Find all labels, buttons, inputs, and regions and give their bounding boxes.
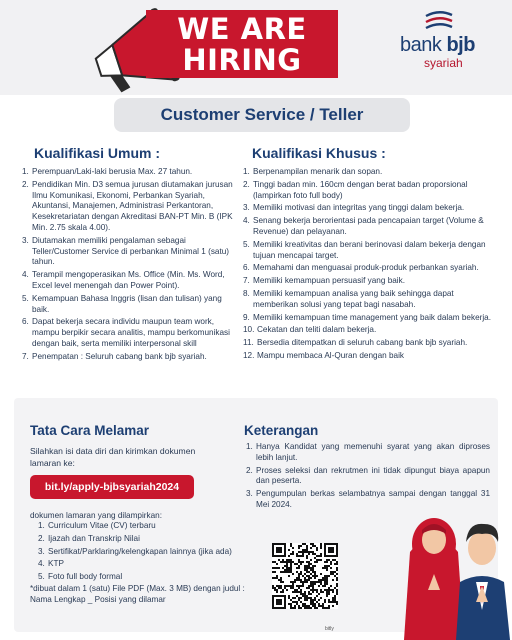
keterangan-item-text: Hanya Kandidat yang memenuhi syarat yang akan diproses lebih lanjut. <box>256 442 490 462</box>
khusus-item-text: Cekatan dan teliti dalam bekerja. <box>257 325 377 335</box>
khusus-item <box>243 203 493 214</box>
khusus-item-text: Memahami dan menguasai produk-produk perbankan syariah. <box>253 263 479 273</box>
khusus-item-number: 4. <box>243 216 250 226</box>
umum-item-text: Perempuan/Laki-laki berusia Max. 27 tahun. <box>32 167 193 176</box>
doc-item <box>38 559 248 570</box>
doc-item <box>38 534 248 545</box>
keterangan-title: Keterangan <box>244 423 319 438</box>
khusus-item-text: Tinggi badan min. 160cm dengan berat badan proporsional (lampirkan foto full body) <box>253 179 468 200</box>
khusus-item-number: 2. <box>243 179 250 189</box>
docs-list <box>38 521 248 585</box>
docs-intro: dokumen lamaran yang dilampirkan: <box>30 511 162 520</box>
umum-item-text: Penempatan : Seluruh cabang bank bjb syariah. <box>32 351 207 361</box>
logo-brand-bold: bjb <box>446 34 475 56</box>
umum-item-number: 3. <box>22 235 29 245</box>
khusus-item-text: Mampu membaca Al-Quran dengan baik <box>257 350 404 360</box>
doc-item <box>38 547 248 558</box>
umum-item-text: Dapat bekerja secara individu maupun team work, mampu berpikir secara analitis, mampu berkomunikasi dengan baik, serta memiliki interpersonal skill <box>32 317 230 348</box>
doc-item-text: Ijazah dan Transkrip Nilai <box>48 533 140 543</box>
position-title: Customer Service / Teller <box>114 98 410 132</box>
umum-item-number: 5. <box>22 293 29 303</box>
khusus-item-text: Memiliki kreativitas dan berani berinovasi dalam bekerja dengan tujuan mencapai target. <box>253 239 486 260</box>
khusus-item <box>243 351 493 362</box>
doc-item-text: Sertifikat/Parklaring/kelengkapan lainnya (jika ada) <box>48 546 232 556</box>
doc-item-number: 3. <box>38 546 45 556</box>
khusus-item-number: 5. <box>243 239 250 249</box>
doc-item-text: Foto full body formal <box>48 572 123 582</box>
khusus-item <box>243 325 493 336</box>
keterangan-item-number: 1. <box>246 442 253 451</box>
khusus-item <box>243 180 493 202</box>
staff-illustration <box>404 482 512 640</box>
khusus-item-number: 9. <box>243 312 250 322</box>
khusus-item <box>243 338 493 349</box>
logo-brand-regular: bank <box>400 34 447 56</box>
umum-item <box>22 294 240 316</box>
keterangan-item-number: 3. <box>246 489 253 499</box>
hiring-line-1: WE ARE <box>177 12 307 46</box>
umum-item-text: Terampil mengoperasikan Ms. Office (Min. Ms. Word, Excel level menengah dan Power Point). <box>32 270 225 290</box>
umum-item <box>22 270 240 292</box>
bank-logo <box>400 10 500 70</box>
doc-item <box>38 572 248 583</box>
khusus-item-text: Memiliki kemampuan persuasif yang baik. <box>253 276 405 286</box>
docs-note: *dibuat dalam 1 (satu) File PDF (Max. 3 MB) dengan judul : Nama Lengkap _ Posisi yang dilamar <box>30 584 245 604</box>
khusus-item-number: 10. <box>243 325 255 335</box>
umum-item-number: 7. <box>22 351 29 361</box>
logo-brand <box>400 34 475 57</box>
doc-item <box>38 521 248 532</box>
tata-title: Tata Cara Melamar <box>30 423 150 438</box>
doc-item-text: KTP <box>48 559 64 569</box>
khusus-title: Kualifikasi Khusus : <box>252 145 386 161</box>
khusus-item <box>243 167 493 178</box>
qr-code[interactable] <box>272 543 338 609</box>
khusus-item-number: 12. <box>243 350 255 360</box>
doc-item-number: 1. <box>38 521 45 530</box>
khusus-item <box>243 276 493 287</box>
umum-item-number: 2. <box>22 179 29 189</box>
khusus-item-number: 6. <box>243 263 250 273</box>
umum-item-text: Kemampuan Bahasa Inggris (lisan dan tulisan) yang baik. <box>32 293 222 314</box>
umum-item <box>22 352 240 363</box>
khusus-item-text: Senang bekerja berorientasi pada pencapaian target (Volume & Revenue) dan pelayanan. <box>253 216 484 236</box>
umum-item-number: 1. <box>22 167 29 176</box>
keterangan-item <box>246 442 490 464</box>
khusus-item <box>243 240 493 262</box>
logo-sub: syariah <box>424 56 463 70</box>
khusus-item-number: 3. <box>243 203 250 213</box>
tata-intro: Silahkan isi data diri dan kirimkan dokumen lamaran ke: <box>30 446 196 468</box>
qr-label: bitly <box>325 626 334 632</box>
umum-list <box>22 167 240 365</box>
umum-item-number: 6. <box>22 317 29 327</box>
khusus-item-text: Memiliki kemampuan analisa yang baik sehingga dapat memberikan solusi yang tepat bagi nasabah. <box>253 288 454 309</box>
khusus-item-text: Bersedia ditempatkan di seluruh cabang bank bjb syariah. <box>257 338 468 348</box>
umum-item-text: Diutamakan memiliki pengalaman sebagai Teller/Customer Service di perbankan Minimal 1 (satu) tahun. <box>32 235 230 267</box>
khusus-item <box>243 289 493 311</box>
khusus-item-text: Berpenampilan menarik dan sopan. <box>253 167 383 176</box>
doc-item-number: 5. <box>38 572 45 582</box>
doc-item-number: 4. <box>38 559 45 569</box>
khusus-item <box>243 263 493 274</box>
keterangan-item-number: 2. <box>246 465 253 475</box>
umum-item <box>22 317 240 349</box>
umum-item <box>22 236 240 268</box>
doc-item-text: Curriculum Vitae (CV) terbaru <box>48 521 156 530</box>
logo-waves-icon <box>424 10 454 32</box>
khusus-item-number: 1. <box>243 167 250 176</box>
khusus-item <box>243 216 493 238</box>
umum-item <box>22 167 240 178</box>
khusus-item-text: Memiliki kemampuan time management yang baik dalam bekerja. <box>253 312 492 322</box>
umum-item <box>22 180 240 234</box>
hiring-headline <box>146 10 338 78</box>
keterangan-item-text: Pengumpulan berkas selambatnya sampai dengan tanggal 31 Mei 2024. <box>256 489 490 509</box>
umum-title: Kualifikasi Umum : <box>34 145 161 161</box>
hiring-line-2: HIRING <box>182 43 302 77</box>
apply-link[interactable]: bit.ly/apply-bjbsyariah2024 <box>30 475 194 499</box>
doc-item-number: 2. <box>38 533 45 543</box>
khusus-item-number: 7. <box>243 276 250 286</box>
umum-item-number: 4. <box>22 270 29 280</box>
khusus-list <box>243 167 493 364</box>
umum-item-text: Pendidikan Min. D3 semua jurusan diutamakan jurusan Ilmu Komunikasi, Ekonomi, Perbankan Syariah, Akuntansi, Manajemen, Administrasi Perkantoran, Kesekretariatan dengan Akreditasi BAN-PT Min. B (IPK Min. 2.75 skala 4.00). <box>32 179 233 232</box>
keterangan-item-text: Proses seleksi dan rekrutmen ini tidak dipungut biaya apapun dan peserta. <box>256 465 490 486</box>
khusus-item <box>243 313 493 324</box>
khusus-item-number: 8. <box>243 288 250 298</box>
khusus-item-text: Memiliki motivasi dan integritas yang tinggi dalam bekerja. <box>253 203 465 213</box>
khusus-item-number: 11. <box>243 338 254 348</box>
